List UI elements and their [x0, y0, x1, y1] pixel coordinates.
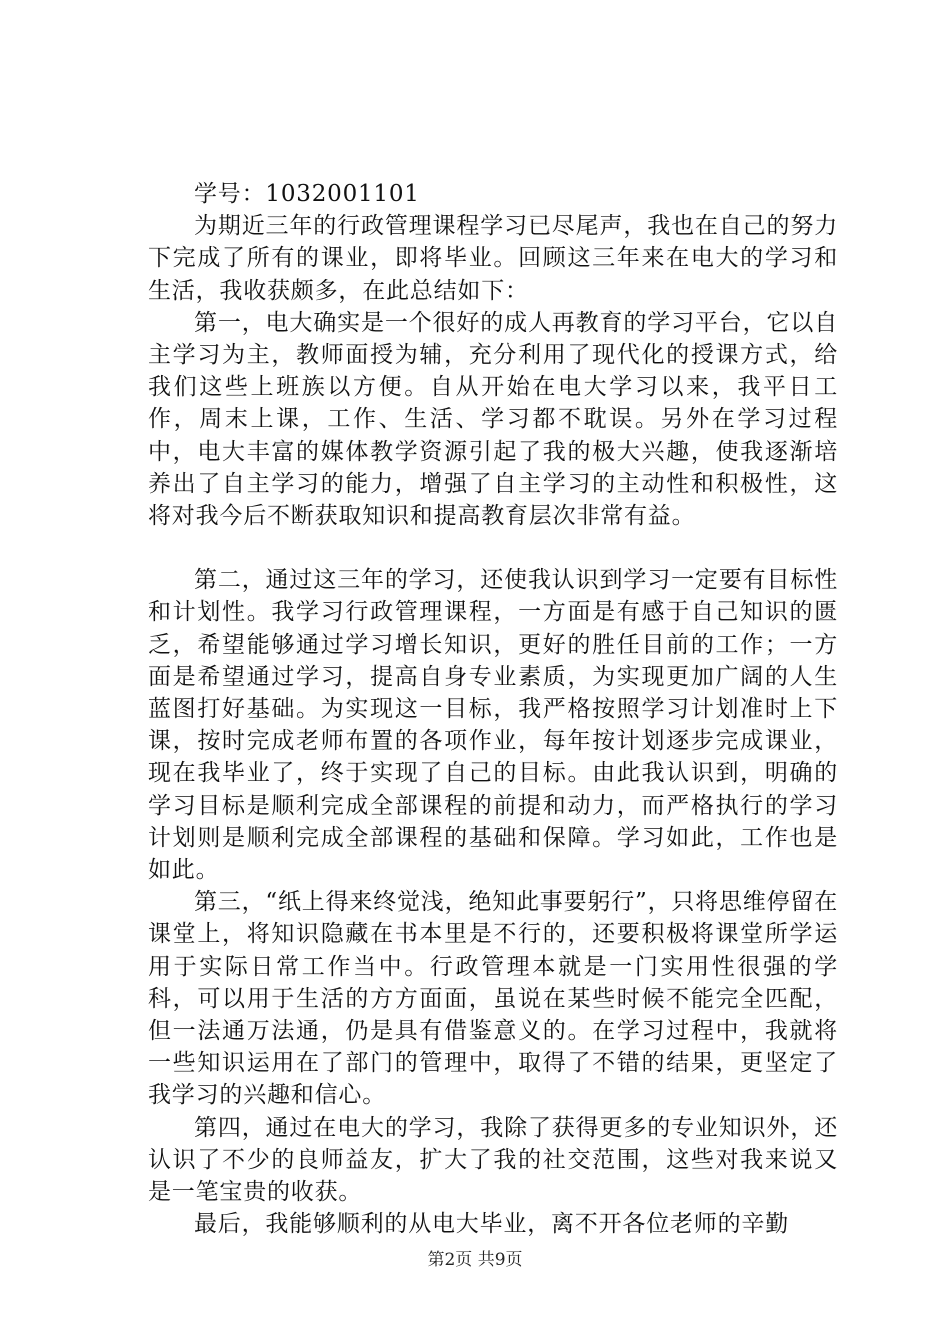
page-number-footer: 第2页 共9页 [427, 1250, 523, 1270]
paragraph-third: 第三，“纸上得来终觉浅，绝知此事要躬行”，只将思维停留在课堂上，将知识隐藏在书本里是不行的，还要积极将课堂所学运用于实际日常工作当中。行政管理本就是一门实用性很强的学科，可以用于生活的方方面面，虽说在某些时候不能完全匹配，但一法通万法通，仍是具有借鉴意义的。在学习过程中，我就将一些知识运用在了部门的管理中，取得了不错的结果，更坚定了我学习的兴趣和信心。 [148, 889, 838, 1109]
paragraph-final: 最后，我能够顺利的从电大毕业，离不开各位老师的辛勤 [194, 1211, 789, 1238]
paragraph-second: 第二，通过这三年的学习，还使我认识到学习一定要有目标性和计划性。我学习行政管理课程，一方面是有感于自己知识的匮乏，希望能够通过学习增长知识，更好的胜任目前的工作；一方面是希望通过学习，提高自身专业素质，为实现更加广阔的人生蓝图打好基础。为实现这一目标，我严格按照学习计划准时上下课，按时完成老师布置的各项作业，每年按计划逐步完成课业，现在我毕业了，终于实现了自己的目标。由此我认识到，明确的学习目标是顺利完成全部课程的前提和动力，而严格执行的学习计划则是顺利完成全部课程的基础和保障。学习如此，工作也是如此。 [148, 567, 838, 884]
paragraph-intro: 为期近三年的行政管理课程学习已尽尾声，我也在自己的努力下完成了所有的课业，即将毕业。回顾这三年来在电大的学习和生活，我收获颇多，在此总结如下： [148, 213, 838, 304]
paragraph-fourth: 第四，通过在电大的学习，我除了获得更多的专业知识外，还认识了不少的良师益友，扩大了我的社交范围，这些对我来说又是一笔宝贵的收获。 [148, 1114, 838, 1206]
student-id-line: 学号：1032001101 [194, 181, 420, 207]
document-body [148, 178, 838, 1241]
paragraph-first: 第一，电大确实是一个很好的成人再教育的学习平台，它以自主学习为主，教师面授为辅，充分利用了现代化的授课方式，给我们这些上班族以方便。自从开始在电大学习以来，我平日工作，周末上课，工作、生活、学习都不耽误。另外在学习过程中，电大丰富的媒体教学资源引起了我的极大兴趣，使我逐渐培养出了自主学习的能力，增强了自主学习的主动性和积极性，这将对我今后不断获取知识和提高教育层次非常有益。 [148, 309, 838, 530]
